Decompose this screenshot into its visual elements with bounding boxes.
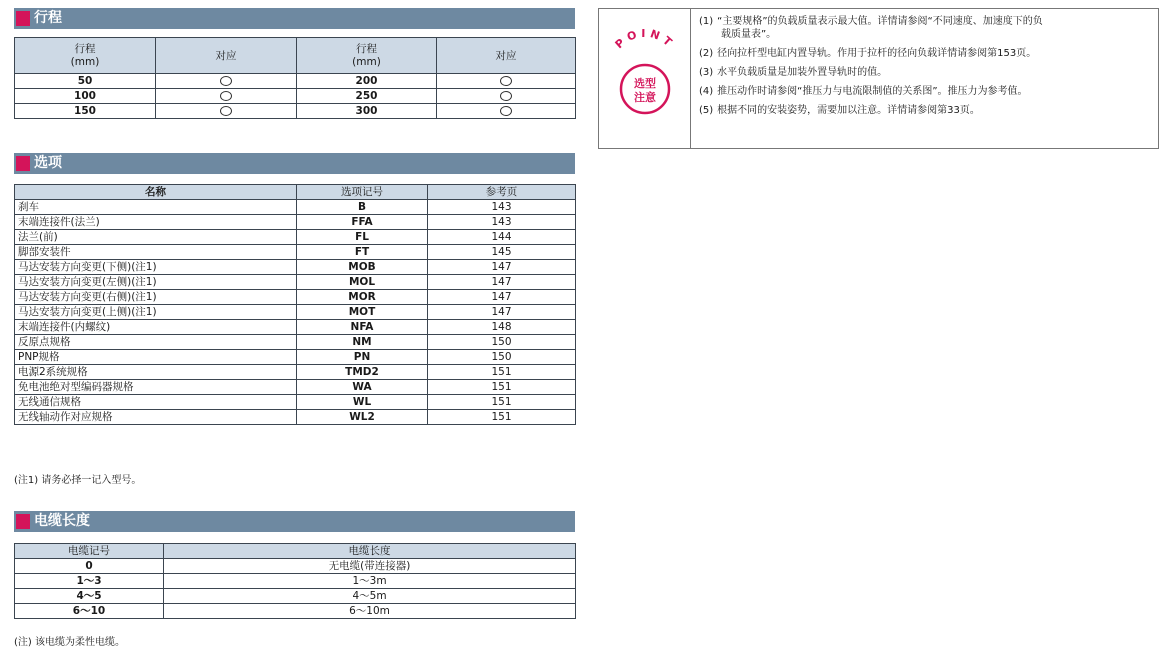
point-item <box>699 104 1154 117</box>
section-marker <box>16 514 30 529</box>
option-name-cell: 马达安装方向变更(下侧)(注1) <box>15 260 297 275</box>
table-row <box>15 305 576 320</box>
point-badge-line2: 注意 <box>634 91 656 104</box>
supported-circle-icon <box>500 91 512 101</box>
table-row <box>15 215 576 230</box>
table-row <box>15 89 576 104</box>
option-code-cell: PN <box>297 350 428 365</box>
stroke-value: 200 <box>297 74 437 89</box>
section-marker <box>16 156 30 171</box>
code-column-header: 选项记号 <box>297 185 428 200</box>
stroke-header-unit: (mm) <box>70 55 100 68</box>
table-row <box>15 320 576 335</box>
option-code-cell: NM <box>297 335 428 350</box>
stroke-header <box>15 38 156 74</box>
cable-footnote: (注) 该电缆为柔性电缆。 <box>14 637 125 648</box>
stroke-header-label: 行程 <box>356 42 377 55</box>
option-name-cell: 脚部安装件 <box>15 245 297 260</box>
point-item-text: 水平负载质量是加装外置导轨时的值。 <box>717 67 888 78</box>
point-item <box>699 85 1154 98</box>
cable-length-cell: 无电缆(带连接器) <box>164 559 576 574</box>
point-list <box>699 15 1154 123</box>
stroke-header <box>297 38 437 74</box>
support-cell <box>437 104 576 119</box>
option-page-cell: 145 <box>428 245 576 260</box>
point-item-number: (5) <box>699 105 714 116</box>
support-cell <box>437 89 576 104</box>
table-row <box>15 275 576 290</box>
option-name-cell: 末端连接件(内螺纹) <box>15 320 297 335</box>
option-code-cell: WA <box>297 380 428 395</box>
option-page-cell: 151 <box>428 380 576 395</box>
point-notes-box <box>598 8 1159 149</box>
cable-code-header: 电缆记号 <box>15 544 164 559</box>
option-name-cell: 刹车 <box>15 200 297 215</box>
stroke-value: 250 <box>297 89 437 104</box>
option-page-cell: 151 <box>428 395 576 410</box>
table-row <box>15 290 576 305</box>
option-name-cell: PNP规格 <box>15 350 297 365</box>
stroke-value: 300 <box>297 104 437 119</box>
option-code-cell: WL2 <box>297 410 428 425</box>
table-row <box>15 200 576 215</box>
name-column-header: 名称 <box>15 185 297 200</box>
point-item-number: (2) <box>699 48 714 59</box>
point-item-continuation: 载质量表”。 <box>721 29 777 40</box>
option-name-cell: 马达安装方向变更(右侧)(注1) <box>15 290 297 305</box>
cable-code-cell: 4～5 <box>15 589 164 604</box>
option-name-cell: 马达安装方向变更(左侧)(注1) <box>15 275 297 290</box>
option-name-cell: 电源2系统规格 <box>15 365 297 380</box>
option-name-cell: 无线通信规格 <box>15 395 297 410</box>
option-code-cell: B <box>297 200 428 215</box>
supported-circle-icon <box>220 91 232 101</box>
table-row <box>15 410 576 425</box>
supported-circle-icon <box>220 106 232 116</box>
stroke-value: 150 <box>15 104 156 119</box>
stroke-table <box>14 37 576 119</box>
table-row <box>15 335 576 350</box>
cable-length-cell: 6～10m <box>164 604 576 619</box>
option-code-cell: MOL <box>297 275 428 290</box>
cable-section-header <box>14 511 575 532</box>
stroke-header-unit: (mm) <box>352 55 381 68</box>
table-row <box>15 380 576 395</box>
option-code-cell: MOB <box>297 260 428 275</box>
stroke-header-label: 行程 <box>74 42 96 55</box>
point-item <box>699 15 1154 41</box>
options-section-header <box>14 153 575 174</box>
stroke-value: 100 <box>15 89 156 104</box>
table-row <box>15 574 576 589</box>
table-row <box>15 365 576 380</box>
option-code-cell: FFA <box>297 215 428 230</box>
option-name-cell: 马达安装方向变更(上侧)(注1) <box>15 305 297 320</box>
option-code-cell: MOT <box>297 305 428 320</box>
cable-length-cell: 4～5m <box>164 589 576 604</box>
section-marker <box>16 11 30 26</box>
table-row <box>15 395 576 410</box>
option-page-cell: 151 <box>428 410 576 425</box>
option-page-cell: 150 <box>428 350 576 365</box>
cable-length-header: 电缆长度 <box>164 544 576 559</box>
table-row <box>15 104 576 119</box>
supported-circle-icon <box>500 106 512 116</box>
option-name-cell: 末端连接件(法兰) <box>15 215 297 230</box>
table-row <box>15 604 576 619</box>
option-code-cell: MOR <box>297 290 428 305</box>
support-header: 对应 <box>437 38 576 74</box>
table-row <box>15 589 576 604</box>
table-row <box>15 245 576 260</box>
point-arc-text: POINT <box>612 26 678 52</box>
option-page-cell: 144 <box>428 230 576 245</box>
table-row <box>15 350 576 365</box>
table-row <box>15 74 576 89</box>
option-page-cell: 147 <box>428 290 576 305</box>
option-page-cell: 143 <box>428 200 576 215</box>
option-page-cell: 151 <box>428 365 576 380</box>
point-badge-cell <box>599 9 691 148</box>
option-page-cell: 147 <box>428 260 576 275</box>
point-item-number: (3) <box>699 67 714 78</box>
point-item-text: 根据不同的安装姿势，需要加以注意。详情请参阅第33页。 <box>717 105 980 116</box>
point-item-text: 径向拉杆型电缸内置导轨。作用于拉杆的径向负载详情请参阅第153页。 <box>717 48 1037 59</box>
option-page-cell: 147 <box>428 275 576 290</box>
page-column-header: 参考页 <box>428 185 576 200</box>
option-name-cell: 无线轴动作对应规格 <box>15 410 297 425</box>
table-row <box>15 559 576 574</box>
option-page-cell: 147 <box>428 305 576 320</box>
cable-section-title: 电缆长度 <box>34 513 90 529</box>
stroke-section-title: 行程 <box>34 10 62 26</box>
cable-code-cell: 0 <box>15 559 164 574</box>
support-header: 对应 <box>156 38 297 74</box>
point-item <box>699 66 1154 79</box>
supported-circle-icon <box>220 76 232 86</box>
options-table <box>14 184 576 425</box>
table-row <box>15 260 576 275</box>
option-name-cell: 法兰(前) <box>15 230 297 245</box>
support-cell <box>156 104 297 119</box>
option-page-cell: 143 <box>428 215 576 230</box>
option-code-cell: TMD2 <box>297 365 428 380</box>
point-item-text: 推压动作时请参阅“推压力与电流限制值的关系图”。推压力为参考值。 <box>717 86 1028 97</box>
option-page-cell: 150 <box>428 335 576 350</box>
option-code-cell: FT <box>297 245 428 260</box>
support-cell <box>156 89 297 104</box>
options-footnote: (注1) 请务必择一记入型号。 <box>14 475 142 486</box>
option-code-cell: NFA <box>297 320 428 335</box>
point-item <box>699 47 1154 60</box>
point-badge-line1: 选型 <box>634 77 656 90</box>
options-section-title: 选项 <box>34 155 62 171</box>
support-cell <box>437 74 576 89</box>
stroke-section-header <box>14 8 575 29</box>
support-cell <box>156 74 297 89</box>
cable-code-cell: 1～3 <box>15 574 164 589</box>
stroke-value: 50 <box>15 74 156 89</box>
option-name-cell: 免电池绝对型编码器规格 <box>15 380 297 395</box>
point-item-number: (1) <box>699 16 714 27</box>
supported-circle-icon <box>500 76 512 86</box>
svg-text:POINT <box>613 27 678 51</box>
cable-length-cell: 1～3m <box>164 574 576 589</box>
option-code-cell: FL <box>297 230 428 245</box>
point-item-number: (4) <box>699 86 714 97</box>
option-code-cell: WL <box>297 395 428 410</box>
point-item-text: “主要规格”的负载质量表示最大值。详情请参阅“不同速度、加速度下的负 <box>717 16 1043 27</box>
table-row <box>15 230 576 245</box>
cable-table <box>14 543 576 619</box>
point-badge-icon <box>599 9 691 148</box>
option-page-cell: 148 <box>428 320 576 335</box>
option-name-cell: 反原点规格 <box>15 335 297 350</box>
cable-code-cell: 6～10 <box>15 604 164 619</box>
